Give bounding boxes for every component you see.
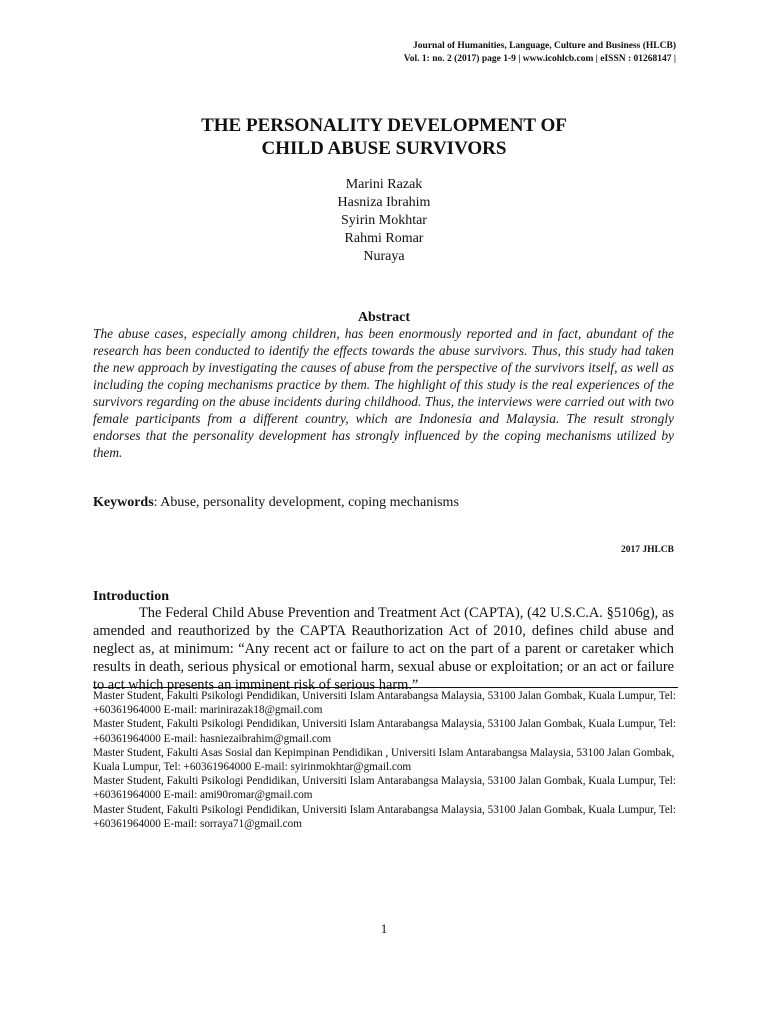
footnote: Master Student, Fakulti Asas Sosial dan Kepimpinan Pendidikan , Universiti Islam Antarabangsa Malaysia, 53100 Jalan Gombak, Kuala Lumpur, Tel: +60361964000 E-mail: syirinmokhtar@gmail.com xyxy=(93,746,675,774)
author-name: Rahmi Romar xyxy=(344,231,424,246)
footnote: Master Student, Fakulti Psikologi Pendidikan, Universiti Islam Antarabangsa Malaysia, 53100 Jalan Gombak, Kuala Lumpur, Tel: +60361964000 E-mail: hasniezaibrahim@gmail.com xyxy=(93,718,677,745)
footnote: Master Student, Fakulti Psikologi Pendidikan, Universiti Islam Antarabangsa Malaysia, 53100 Jalan Gombak, Kuala Lumpur, Tel: +60361964000 E-mail: marinirazak18@gmail.com xyxy=(93,690,677,717)
journal-name: Journal of Humanities, Language, Culture and Business (HLCB) xyxy=(413,41,676,51)
footnotes xyxy=(93,689,683,831)
page-number: 1 xyxy=(380,921,388,936)
author-name: Hasniza Ibrahim xyxy=(337,195,431,210)
paper-title-line-2: CHILD ABUSE SURVIVORS xyxy=(261,138,507,159)
footnote: Master Student, Fakulti Psikologi Pendidikan, Universiti Islam Antarabangsa Malaysia, 53100 Jalan Gombak, Kuala Lumpur, Tel: +60361964000 E-mail: ami90romar@gmail.com xyxy=(93,775,677,802)
paper-title xyxy=(0,114,768,160)
footnote-divider xyxy=(93,687,678,688)
abstract-heading: Abstract xyxy=(357,310,411,325)
keywords-text: : Abuse, personality development, coping mechanisms xyxy=(153,495,459,510)
footnote: Master Student, Fakulti Psikologi Pendidikan, Universiti Islam Antarabangsa Malaysia, 53100 Jalan Gombak, Kuala Lumpur, Tel: +60361964000 E-mail: sorraya71@gmail.com xyxy=(93,803,677,830)
keywords-line xyxy=(93,494,674,512)
introduction-paragraph xyxy=(93,604,674,694)
keywords-label: Keywords xyxy=(93,495,154,510)
section-heading-introduction: Introduction xyxy=(93,589,169,604)
journal-header xyxy=(404,40,676,66)
author-name: Marini Razak xyxy=(345,177,423,192)
abstract-text: The abuse cases, especially among children, has been enormously reported and in fact, abundant of the research has been conducted to identify the effects towards the abuse survivors. Thus, this study had taken the new approach by investigating the causes of abuse from the perspective of the survivors itself, as well as including the coping mechanisms practice by them. The highlight of this study is the real experiences of the survivors regarding on the abuse incidents during childhood. Thus, the interviews were carried out with two female participants from a different country, which are Indonesia and Malaysia. The result strongly endorses that the personality development has strongly influenced by the coping mechanisms utilized by them. xyxy=(93,326,674,460)
journal-volume-info: Vol. 1: no. 2 (2017) page 1-9 | www.icohlcb.com | eISSN : 01268147 | xyxy=(403,54,676,64)
introduction-text: The Federal Child Abuse Prevention and Treatment Act (CAPTA), (42 U.S.C.A. §5106g), as amended and reauthorized by the CAPTA Reauthorization Act of 2010, defines child abuse and neglect as, at minimum: “Any recent act or failure to act on the part of a parent or caretaker which results in death, serious physical or emotional harm, sexual abuse or exploitation; or an act or failure to act which presents an imminent risk of serious harm.” xyxy=(93,605,674,693)
paper-title-line-1: THE PERSONALITY DEVELOPMENT OF xyxy=(201,115,567,136)
author-name: Syirin Mokhtar xyxy=(341,213,427,228)
author-list xyxy=(0,176,768,266)
copyright-notice: 2017 JHLCB xyxy=(620,545,674,555)
author-name: Nuraya xyxy=(363,249,405,264)
